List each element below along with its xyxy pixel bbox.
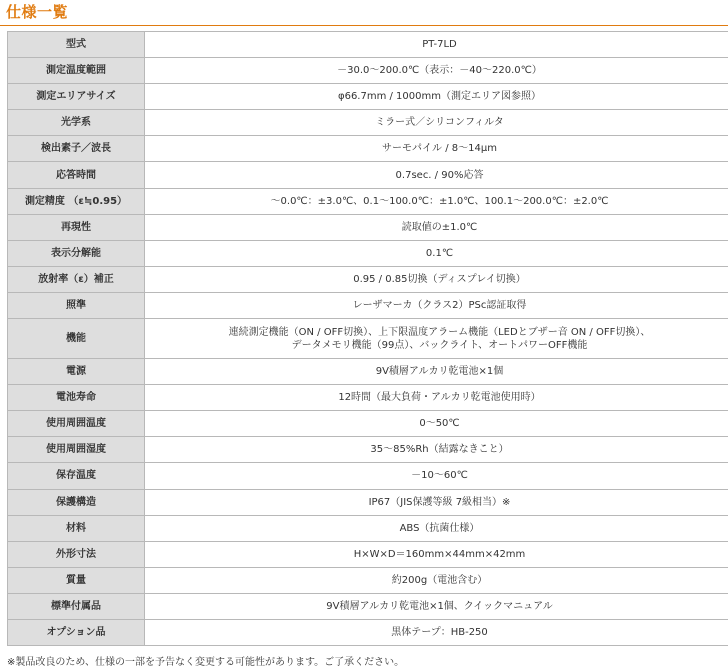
spec-label-detector: 検出素子／波長 <box>8 136 145 162</box>
table-row <box>8 515 728 541</box>
table-row <box>8 110 728 136</box>
spec-value-dimensions: H×W×D＝160mm×44mm×42mm <box>145 541 728 567</box>
table-row <box>8 319 728 359</box>
spec-value-functions <box>145 319 728 359</box>
spec-label-accuracy: 測定精度 （ε≒0.95） <box>8 188 145 214</box>
table-row <box>8 32 728 58</box>
spec-value-resolution: 0.1℃ <box>145 240 728 266</box>
table-row <box>8 593 728 619</box>
table-row <box>8 292 728 318</box>
table-row <box>8 619 728 645</box>
table-row <box>8 463 728 489</box>
spec-value-detector: サーモパイル / 8～14μm <box>145 136 728 162</box>
table-row <box>8 567 728 593</box>
spec-value-emissivity: 0.95 / 0.85切換（ディスプレイ切換） <box>145 266 728 292</box>
spec-value-repeatability: 読取値の±1.0℃ <box>145 214 728 240</box>
spec-label-power: 電源 <box>8 359 145 385</box>
heading-divider <box>0 25 728 26</box>
spec-label-resolution: 表示分解能 <box>8 240 145 266</box>
spec-label-storage-temperature: 保存温度 <box>8 463 145 489</box>
footnote: ※製品改良のため、仕様の一部を予告なく変更する可能性があります。ご了承ください。 <box>7 657 405 668</box>
spec-label-options: オプション品 <box>8 619 145 645</box>
spec-label-protection: 保護構造 <box>8 489 145 515</box>
spec-value-operating-temperature: 0～50℃ <box>145 411 728 437</box>
spec-label-operating-temperature: 使用周囲温度 <box>8 411 145 437</box>
table-row <box>8 188 728 214</box>
table-row <box>8 385 728 411</box>
table-row <box>8 437 728 463</box>
spec-label-battery-life: 電池寿命 <box>8 385 145 411</box>
table-row <box>8 411 728 437</box>
spec-label-accessories: 標準付属品 <box>8 593 145 619</box>
spec-value-optics: ミラー式／シリコンフィルタ <box>145 110 728 136</box>
spec-label-material: 材料 <box>8 515 145 541</box>
table-row <box>8 136 728 162</box>
spec-label-emissivity: 放射率（ε）補正 <box>8 266 145 292</box>
spec-value-functions-line-2: データメモリ機能（99点）、バックライト、オートパワーOFF機能 <box>291 339 588 351</box>
spec-value-material: ABS（抗菌仕様） <box>145 515 728 541</box>
spec-label-dimensions: 外形寸法 <box>8 541 145 567</box>
table-row <box>8 240 728 266</box>
table-row <box>8 84 728 110</box>
spec-value-sighting: レーザマーカ（クラス2）PSc認証取得 <box>145 292 728 318</box>
spec-label-repeatability: 再現性 <box>8 214 145 240</box>
table-row <box>8 214 728 240</box>
spec-value-weight: 約200g（電池含む） <box>145 567 728 593</box>
spec-table <box>7 31 728 646</box>
spec-value-functions-line-1: 連続測定機能（ON / OFF切換）、上下限温度アラーム機能（LEDとブザー音 ON / OFF切換）、 <box>228 326 651 338</box>
spec-label-functions: 機能 <box>8 319 145 359</box>
spec-value-measuring-area: φ66.7mm / 1000mm（測定エリア図参照） <box>145 84 728 110</box>
spec-label-sighting: 照準 <box>8 292 145 318</box>
spec-value-storage-temperature: －10～60℃ <box>145 463 728 489</box>
spec-label-operating-humidity: 使用周囲湿度 <box>8 437 145 463</box>
table-row <box>8 266 728 292</box>
spec-value-model: PT-7LD <box>145 32 728 58</box>
spec-value-protection: IP67（JIS保護等級 7級相当）※ <box>145 489 728 515</box>
spec-value-accuracy: ～0.0℃：±3.0℃、0.1～100.0℃：±1.0℃、100.1～200.0℃：±2.0℃ <box>145 188 728 214</box>
spec-label-model: 型式 <box>8 32 145 58</box>
spec-value-options: 黒体テープ：HB-250 <box>145 619 728 645</box>
spec-label-response-time: 応答時間 <box>8 162 145 188</box>
spec-label-measuring-area: 測定エリアサイズ <box>8 84 145 110</box>
table-row <box>8 359 728 385</box>
table-row <box>8 489 728 515</box>
spec-value-power: 9V積層アルカリ乾電池×1個 <box>145 359 728 385</box>
spec-value-operating-humidity: 35～85%Rh（結露なきこと） <box>145 437 728 463</box>
table-row <box>8 58 728 84</box>
spec-value-battery-life: 12時間（最大負荷・アルカリ乾電池使用時） <box>145 385 728 411</box>
table-row <box>8 162 728 188</box>
spec-value-response-time: 0.7sec. / 90%応答 <box>145 162 728 188</box>
spec-label-measuring-range: 測定温度範囲 <box>8 58 145 84</box>
section-heading: 仕様一覧 <box>6 3 69 21</box>
spec-value-accessories: 9V積層アルカリ乾電池×1個、クイックマニュアル <box>145 593 728 619</box>
spec-label-weight: 質量 <box>8 567 145 593</box>
table-row <box>8 541 728 567</box>
spec-label-optics: 光学系 <box>8 110 145 136</box>
spec-value-measuring-range: －30.0～200.0℃（表示：－40～220.0℃） <box>145 58 728 84</box>
